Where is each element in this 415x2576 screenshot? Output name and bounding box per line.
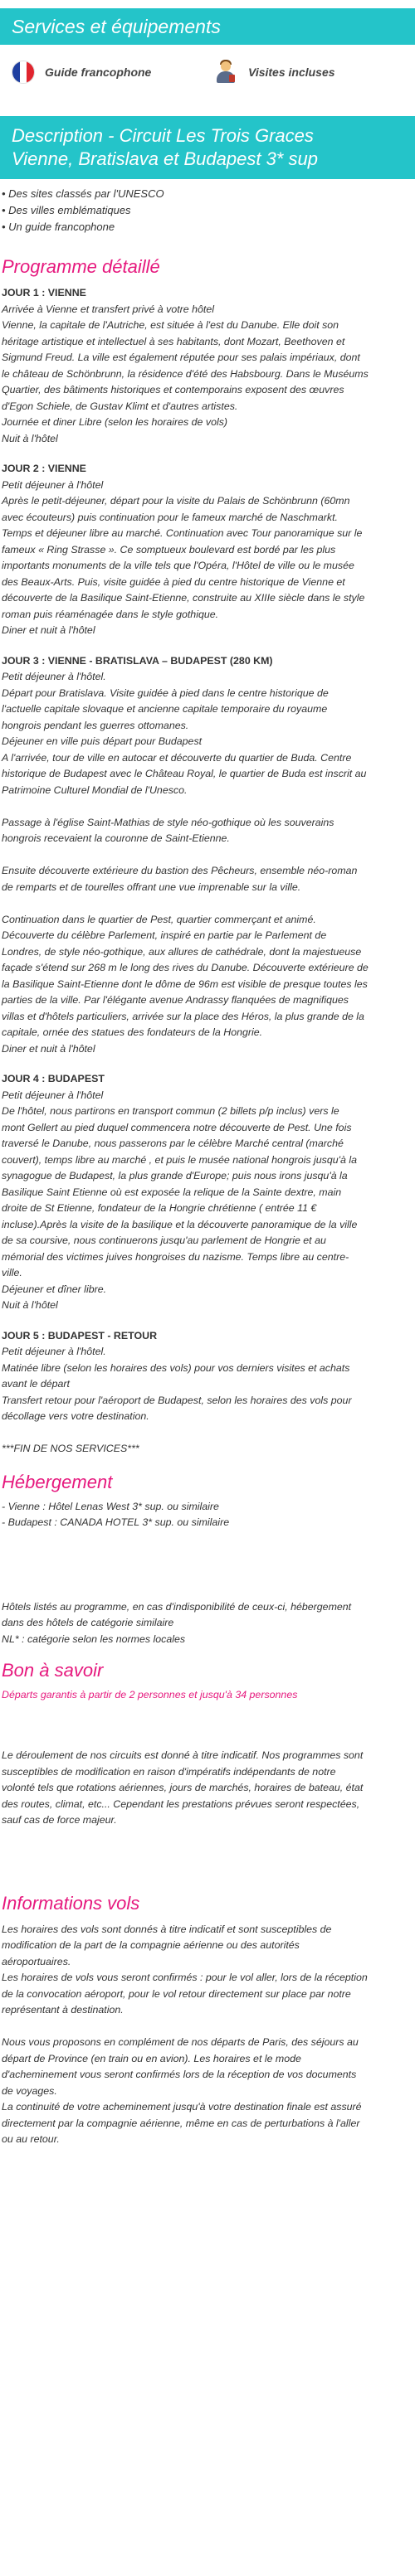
note-line: NL* : catégorie selon les normes locales [2,1632,186,1645]
text-line: Nuit à l'hôtel [2,432,58,444]
text-line: A l'arrivée, tour de ville en autocar et découverte du quartier de Buda. Centre [2,751,352,764]
text-line: villas et d'hôtels particuliers, arrivée sur la place des Héros, la plus grande de la [2,1010,364,1022]
text-line: Temps et déjeuner libre au marché. Continuation avec Tour panoramique sur le [2,527,363,539]
text-line: importants monuments de la ville tels que l'Opéra, l'Hôtel de ville ou le musée [2,560,354,571]
text-line: Patrimoine Culturel Mondial de l'Unesco. [2,783,188,796]
day-block [2,285,413,447]
text-line: la Basilique Saint-Etienne dont le dôme de 96m est visible de presque toutes les [2,978,368,990]
highlight-item: • Un guide francophone [2,221,115,233]
bon-a-savoir-text [0,1748,415,1829]
text-line: découverte de la Basilique Saint-Etienne, construite au XIIIe siècle dans le style [2,592,365,604]
day-block [2,1328,413,1458]
service-item-visites [213,60,415,85]
text-line: Les horaires des vols sont donnés à titre indicatif et sont susceptibles de [2,1923,332,1935]
text-line: Départ pour Bratislava. Visite guidée à pied dans le centre historique de [2,686,329,699]
text-line: le château de Schönbrunn, la résidence d'été des Habsbourg. Dans le Muséums [2,367,369,380]
text-line: parties de la ville. Par l'élégante avenue Andrassy flanquées de magnifiques [2,994,349,1006]
text-line: des routes, climat, etc... Cependant les prestations prévues seront respectées, [2,1797,360,1810]
departures-notice: Départs garantis à partir de 2 personnes et jusqu'à 34 personnes [2,1689,298,1700]
tourist-icon [213,60,238,85]
text-line: Matinée libre (selon les horaires des vols) pour vos derniers visites et achats [2,1361,350,1374]
text-line: Sigmund Freud. La ville est également réputée pour ses palais impériaux, dont [2,352,360,363]
hotel-item: - Vienne : Hôtel Lenas West 3* sup. ou similaire [2,1500,219,1512]
text-line: d'acheminement vous seront confirmés lors de la réception de vos documents [2,2069,357,2080]
text-line: volonté tels que rotations aériennes, jours de marchés, horaires de bateau, état [2,1782,364,1793]
text-line: ***FIN DE NOS SERVICES*** [2,1443,139,1454]
day-title: JOUR 5 : BUDAPEST - RETOUR [2,1329,158,1341]
description-header [0,116,415,179]
text-line: ville. [2,1267,22,1278]
day-title: JOUR 4 : BUDAPEST [2,1073,105,1084]
hotel-item: - Budapest : CANADA HOTEL 3* sup. ou similaire [2,1516,230,1528]
text-line: héritage artistique et intellectuel à ses habitants, dont Mozart, Beethoven et [2,335,345,347]
text-line: synagogue de Budapest, la plus grande d'Europe; puis nous irons jusqu'à la [2,1170,348,1181]
text-line [2,1425,413,1442]
day-title: JOUR 3 : VIENNE - BRATISLAVA – BUDAPEST (280 KM) [2,654,273,667]
text-line: de sa coursive, nous continuerons jusqu'au parlement de Hongrie et au [2,1235,326,1246]
text-line: Petit déjeuner à l'hôtel [2,1089,104,1101]
text-line: couvert), temps libre au marché , et puis le musée national hongrois jusqu'à la [2,1153,358,1166]
text-line: Transfert retour pour l'aéroport de Budapest, selon les horaires des vols pour [2,1394,352,1406]
text-line: Déjeuner en ville puis départ pour Budapest [2,735,203,747]
text-line: Ensuite découverte extérieure du bastion des Pêcheurs, ensemble néo-roman [2,865,358,876]
highlights-list [0,179,415,235]
programme-title: Programme détaillé [2,256,160,277]
text-line: historique de Budapest avec le Château Royal, le quartier de Buda est inscrit au [2,768,367,779]
text-line [2,895,413,912]
services-header: Services et équipements [0,8,415,45]
text-line: Nous vous proposons en complément de nos départs de Paris, des séjours au [2,2036,359,2048]
text-line: hongrois recevaient la couronne de Saint-Etienne. [2,832,230,844]
text-line: Le déroulement de nos circuits est donné à titre indicatif. Nos programmes sont [2,1749,364,1761]
text-line: traversé le Danube, nous passerons par le célèbre Marché central (marché [2,1138,344,1149]
day-block [2,1071,413,1314]
french-flag-icon [12,61,35,84]
informations-vols-title: Informations vols [2,1892,140,1914]
text-line: mont Gellert au pied duquel commencera notre découverte de Pest. Une fois [2,1121,352,1133]
text-line: modification de la part de la compagnie aérienne ou des autorités [2,1939,300,1951]
text-line: Petit déjeuner à l'hôtel. [2,1346,106,1357]
text-line: façade s'étend sur 268 m le long des rives du Danube. Découverte extérieure de [2,962,369,973]
text-line: de remparts et de tourelles offrant une vue imprenable sur la ville. [2,880,301,893]
text-line: capitale, ornée des statues des fondateurs de la Hongrie. [2,1026,263,1038]
text-line: Déjeuner et dîner libre. [2,1283,107,1295]
text-line: Basilique Saint Etienne où est exposée la relique de la Sainte dextre, main [2,1186,342,1198]
text-line [2,2019,413,2035]
text-line: Quartier, des bâtiments historiques et contemporains exposent des œuvres [2,384,344,395]
text-line: avec écouteurs) puis continuation pour le fameux marché de Naschmarkt. [2,511,338,523]
informations-vols-text [0,1922,415,2148]
day-block [2,461,413,639]
text-line: hongrois pendant les guerres ottomanes. [2,719,189,731]
service-item-guide [12,61,213,84]
highlight-item: • Des villes emblématiques [2,204,131,216]
day-title: JOUR 1 : VIENNE [2,287,86,298]
text-line: incluse).Après la visite de la basilique et la découverte panoramique de la ville [2,1218,358,1230]
text-line: De l'hôtel, nous partirons en transport commun (2 billets p/p inclus) vers le [2,1105,339,1117]
text-line: aéroportuaires. [2,1955,71,1967]
text-line [2,847,413,864]
text-line: La continuité de votre acheminement jusqu'à votre destination finale est assuré [2,2101,362,2113]
text-line: Petit déjeuner à l'hôtel. [2,671,106,682]
text-line: roman puis réaménagée dans le style gothique. [2,608,219,620]
service-label: Visites incluses [248,65,335,79]
description-title-line1: Description - Circuit Les Trois Graces [12,125,314,146]
text-line: fameux « Ring Strasse ». Ce somptueux boulevard est bordé par les plus [2,543,336,555]
text-line: Vienne, la capitale de l'Autriche, est située à l'est du Danube. Elle doit son [2,319,339,331]
text-line: Découverte du célèbre Parlement, inspiré en partie par le Parlement de [2,929,327,941]
text-line: Londres, de style néo-gothique, aux allures de cathédrale, dont la majestueuse [2,945,362,958]
text-line: des Beaux-Arts. Puis, visite guidée à pied du centre historique de Vienne et [2,575,345,588]
programme-days [0,285,415,1458]
service-label: Guide francophone [45,65,152,79]
text-line: Passage à l'église Saint-Mathias de style néo-gothique où les souverains [2,816,334,828]
text-line: Continuation dans le quartier de Pest, quartier commerçant et animé. [2,913,316,925]
text-line: Les horaires de vols vous seront confirmés : pour le vol aller, lors de la réception [2,1972,368,1983]
hebergement-title: Hébergement [2,1471,113,1492]
text-line: d'Egon Schiele, de Gustav Klimt et d'autres artistes. [2,400,238,412]
text-line: Diner et nuit à l'hôtel [2,624,95,636]
text-line: l'actuelle capitale slovaque et ancienne capitale temporaire du royaume [2,703,328,715]
note-line: Hôtels listés au programme, en cas d'indisponibilité de ceux-ci, hébergement [2,1600,352,1613]
text-line: avant le départ [2,1378,70,1390]
text-line: représentant à destination. [2,2004,124,2016]
text-line: Journée et diner Libre (selon les horaires de vols) [2,416,228,428]
text-line [2,798,413,815]
bon-a-savoir-title: Bon à savoir [2,1660,104,1681]
text-line: de voyages. [2,2084,57,2097]
text-line: Nuit à l'hôtel [2,1299,58,1311]
text-line: ou au retour. [2,2133,60,2145]
hebergement-note [0,1599,415,1648]
text-line: droite de St Etienne, fondateur de la Hongrie chrétienne ( entrée 11 € [2,1202,317,1214]
hebergement-list [0,1499,415,1531]
text-line: décollage vers votre destination. [2,1410,149,1422]
text-line: Diner et nuit à l'hôtel [2,1042,95,1055]
day-title: JOUR 2 : VIENNE [2,463,86,474]
text-line: directement par la compagnie aérienne, même en cas de perturbations à l'aller [2,2117,360,2129]
services-list [0,45,415,99]
highlight-item: • Des sites classés par l'UNESCO [2,187,164,200]
text-line: Arrivée à Vienne et transfert privé à votre hôtel [2,303,214,315]
text-line: Après le petit-déjeuner, départ pour la visite du Palais de Schönbrunn (60mn [2,495,350,507]
note-line: dans des hôtels de catégorie similaire [2,1617,174,1628]
day-block [2,653,413,1058]
text-line: départ de Province (en train ou en avion). Les horaires et le mode [2,2052,301,2064]
description-title-line2: Vienne, Bratislava et Budapest 3* sup [12,148,318,169]
text-line: de la convocation aéroport, pour le vol retour directement sur place par notre [2,1987,351,2000]
text-line: susceptibles de modification en raison d'impératifs indépendants de notre [2,1765,336,1778]
text-line: sauf cas de force majeur. [2,1814,117,1826]
text-line: Petit déjeuner à l'hôtel [2,478,104,491]
text-line: mémorial des victimes juives hongroises du nazisme. Temps libre au centre- [2,1250,349,1263]
